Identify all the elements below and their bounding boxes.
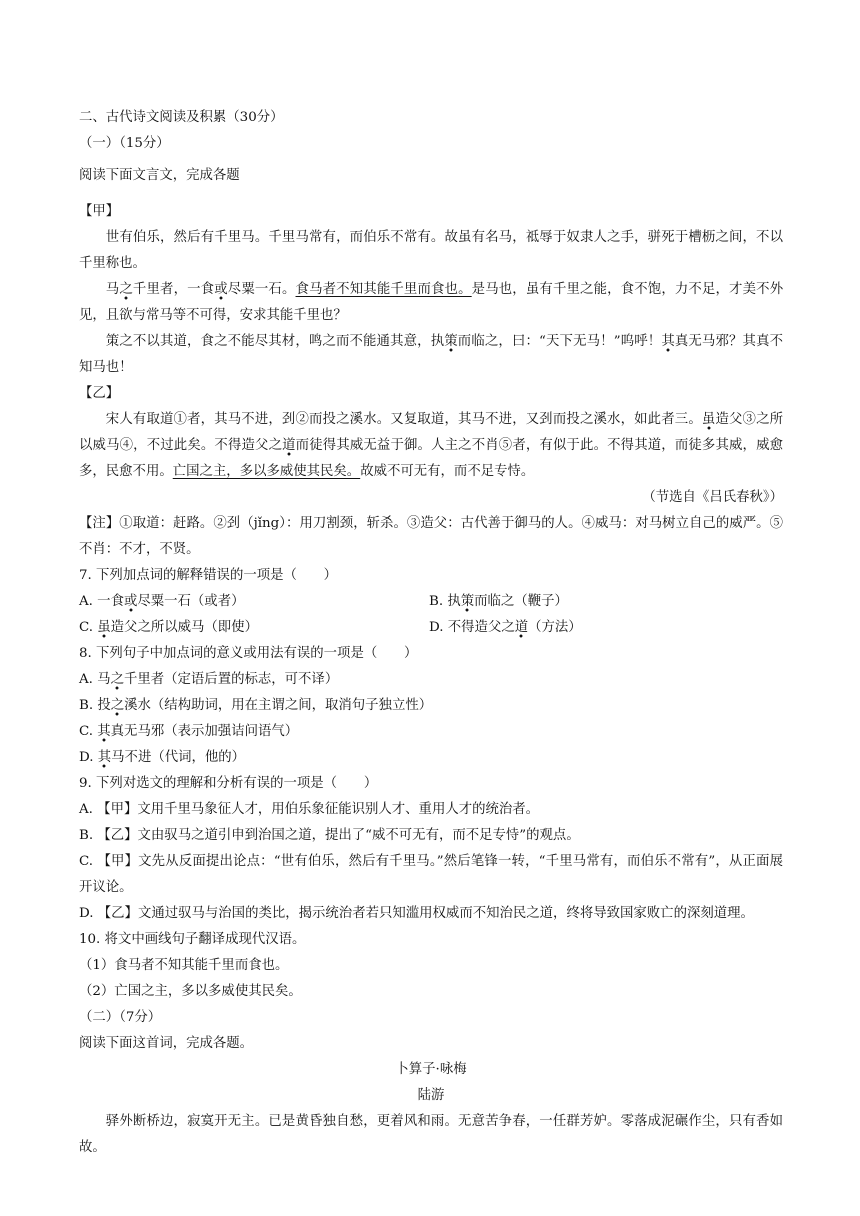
question-10-stem: 10. 将文中画线句子翻译成现代汉语。 <box>79 932 306 947</box>
passage-jia-paragraph-3: 策之不以其道，食之不能尽其材，鸣之而不能通其意，执策而临之，曰：“天下无马！”呜呼！其真无马邪？其真不知马也！ <box>79 334 784 375</box>
question-8-option-b: B. 投之溪水（结构助词，用在主谓之间，取消句子独立性） <box>79 693 783 719</box>
passage-jia-label: 【甲】 <box>79 204 120 219</box>
question-7-options-row-1 <box>79 589 783 615</box>
dotted-word: 策 <box>444 334 458 352</box>
question-8-stem: 8. 下列句子中加点词的意义或用法有误的一项是（ ） <box>79 646 418 661</box>
question-10-sentence-1: （1）食马者不知其能千里而食也。 <box>79 958 289 973</box>
part-one-instruction: 阅读下面文言文，完成各题 <box>79 168 240 183</box>
poem-title: 卜算子·咏梅 <box>395 1062 467 1077</box>
question-10-sentence-2: （2）亡国之主，多以多威使其民矣。 <box>79 984 302 999</box>
question-9-option-a: A. 【甲】文用千里马象征人才，用伯乐象征能识别人才、重用人才的统治者。 <box>79 802 540 817</box>
question-7-option-b: B. 执策而临之（鞭子） <box>429 589 779 615</box>
question-7-stem: 7. 下列加点词的解释错误的一项是（ ） <box>79 568 338 583</box>
passage-source: （节选自《吕氏春秋》） <box>642 490 783 505</box>
question-7-options-row-2 <box>79 615 783 641</box>
dotted-word: 道 <box>282 438 296 456</box>
section-title: 二、古代诗文阅读及积累（30分） <box>79 110 284 125</box>
question-7-option-d: D. 不得造父之道（方法） <box>429 615 779 641</box>
poem-text: 驿外断桥边，寂寞开无主。已是黄昏独自愁，更着风和雨。无意苦争春，一任群芳妒。零落成泥碾作尘，只有香如故。 <box>79 1114 783 1155</box>
question-9-option-c: C. 【甲】文先从反面提出论点：“世有伯乐，然后有千里马。”然后笔锋一转，“千里马常有，而伯乐不常有”，从正面展开议论。 <box>79 854 783 895</box>
part-two-label: （二）（7分） <box>79 1010 162 1025</box>
underlined-sentence: 食马者不知其能千里而食也。 <box>295 282 472 297</box>
dotted-word: 之 <box>119 282 133 300</box>
dotted-word: 或 <box>214 282 228 300</box>
question-8-option-c: C. 其真无马邪（表示加强诘问语气） <box>79 719 783 745</box>
underlined-sentence: 亡国之主，多以多威使其民矣。 <box>172 464 361 479</box>
question-9-option-d: D. 【乙】文通过驭马与治国的类比，揭示统治者若只知滥用权威而不知治民之道，终将导致国家败亡的深刻道理。 <box>79 906 754 921</box>
passage-yi-paragraph: 宋人有取道①者，其马不进，刭②而投之溪水。又复取道，其马不进，又刭而投之溪水，如此者三。虽造父③之所以威马④，不过此矣。不得造父之道而徒得其威无益于御。人主之不肖⑤者，有似于此。不得其道，而徒多其威，威愈多，民愈不用。亡国之主，多以多威使其民矣。故威不可无有，而不足专恃。 <box>79 412 784 479</box>
passage-jia-paragraph-2: 马之千里者，一食或尽粟一石。食马者不知其能千里而食也。是马也，虽有千里之能，食不饱，力不足，才美不外见，且欲与常马等不可得，安求其能千里也？ <box>79 282 784 323</box>
poem-author: 陆游 <box>417 1088 445 1103</box>
question-8-option-a: A. 马之千里者（定语后置的标志，可不译） <box>79 667 783 693</box>
dotted-word: 其 <box>661 334 675 352</box>
question-8-option-d: D. 其马不进（代词，他的） <box>79 745 783 771</box>
question-9-option-b: B. 【乙】文由驭马之道引申到治国之道，提出了“威不可无有，而不足专恃”的观点。 <box>79 828 580 843</box>
passage-jia-paragraph-1: 世有伯乐，然后有千里马。千里马常有，而伯乐不常有。故虽有名马，祗辱于奴隶人之手，骈死于槽枥之间，不以千里称也。 <box>79 230 783 271</box>
exam-page <box>79 105 783 1161</box>
dotted-word: 虽 <box>702 412 716 430</box>
question-7-option-a: A. 一食或尽粟一石（或者） <box>79 589 429 615</box>
question-7-option-c: C. 虽造父之所以威马（即使） <box>79 615 429 641</box>
part-two-instruction: 阅读下面这首词，完成各题。 <box>79 1036 254 1051</box>
part-one-label: （一）（15分） <box>79 136 170 151</box>
passage-yi-label: 【乙】 <box>79 386 120 401</box>
question-9-stem: 9. 下列对选文的理解和分析有误的一项是（ ） <box>79 776 378 791</box>
annotation-notes: 【注】①取道：赶路。②刭（jǐng）：用刀割颈，斩杀。③造父：古代善于御马的人。④威马：对马树立自己的威严。⑤不肖：不才，不贤。 <box>79 516 783 557</box>
